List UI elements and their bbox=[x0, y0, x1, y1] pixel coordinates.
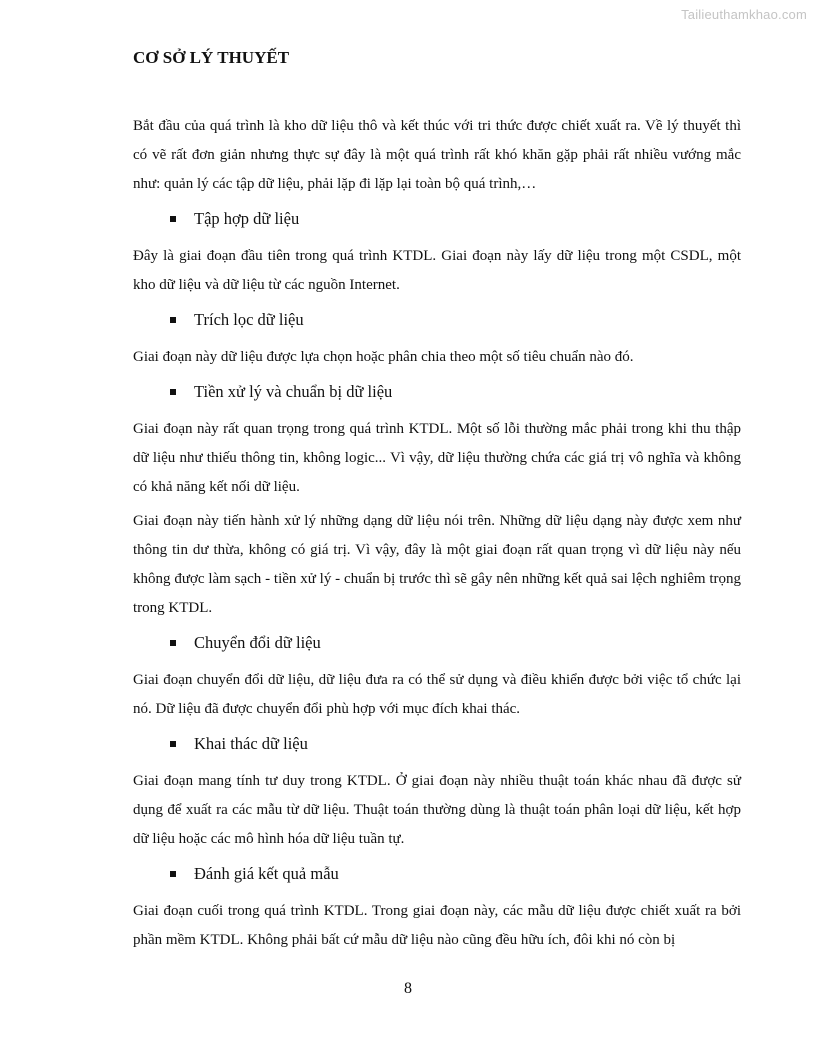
section-paragraph: Giai đoạn này rất quan trọng trong quá trình KTDL. Một số lỗi thường mắc phải trong khi thu thập dữ liệu như thiếu thông tin, không logic... Vì vậy, dữ liệu thường chứa các giá trị vô nghĩa và không có khả năng kết nối dữ liệu. bbox=[133, 421, 741, 495]
square-bullet-icon bbox=[170, 216, 176, 222]
section-heading bbox=[170, 305, 741, 335]
square-bullet-icon bbox=[170, 389, 176, 395]
square-bullet-icon bbox=[170, 640, 176, 646]
section-heading-label: Tập hợp dữ liệu bbox=[194, 209, 300, 228]
section-heading bbox=[170, 628, 741, 658]
section-heading-label: Đánh giá kết quả mẫu bbox=[194, 864, 339, 883]
section-paragraph: Giai đoạn này tiến hành xử lý những dạng dữ liệu nói trên. Những dữ liệu dạng này được xem như thông tin dư thừa, không có giá trị. Vì vậy, đây là một giai đoạn rất quan trọng vì dữ liệu này nếu không được làm sạch - tiền xử lý - chuẩn bị trước thì sẽ gây nên những kết quả sai lệch nghiêm trọng trong KTDL. bbox=[133, 513, 741, 616]
section-heading-label: Khai thác dữ liệu bbox=[194, 734, 308, 753]
section-paragraph: Giai đoạn này dữ liệu được lựa chọn hoặc phân chia theo một số tiêu chuẩn nào đó. bbox=[133, 349, 634, 365]
section-paragraph: Giai đoạn chuyển đổi dữ liệu, dữ liệu đưa ra có thể sử dụng và điều khiển được bởi việc tổ chức lại nó. Dữ liệu đã được chuyển đổi phù hợp với mục đích khai thác. bbox=[133, 672, 741, 717]
section-heading bbox=[170, 859, 741, 889]
section-heading-label: Tiền xử lý và chuẩn bị dữ liệu bbox=[194, 382, 393, 401]
section-heading bbox=[170, 377, 741, 407]
square-bullet-icon bbox=[170, 741, 176, 747]
watermark: Tailieuthamkhao.com bbox=[681, 7, 807, 22]
section-heading-label: Chuyển đổi dữ liệu bbox=[194, 633, 321, 652]
page-title: CƠ SỞ LÝ THUYẾT bbox=[133, 48, 290, 67]
section-heading-label: Trích lọc dữ liệu bbox=[194, 310, 304, 329]
section-paragraph: Giai đoạn mang tính tư duy trong KTDL. Ở giai đoạn này nhiều thuật toán khác nhau đã được sử dụng để xuất ra các mẫu từ dữ liệu. Thuật toán thường dùng là thuật toán phân loại dữ liệu, kết hợp dữ liệu hoặc các mô hình hóa dữ liệu tuần tự. bbox=[133, 773, 741, 847]
section-heading bbox=[170, 204, 741, 234]
intro-paragraph: Bắt đầu của quá trình là kho dữ liệu thô và kết thúc với tri thức được chiết xuất ra. Về lý thuyết thì có vẽ rất đơn giản nhưng thực sự đây là một quá trình rất khó khăn gặp phải rất nhiều vướng mắc như: quản lý các tập dữ liệu, phải lặp đi lặp lại toàn bộ quá trình,… bbox=[133, 118, 741, 192]
section-heading bbox=[170, 729, 741, 759]
square-bullet-icon bbox=[170, 317, 176, 323]
square-bullet-icon bbox=[170, 871, 176, 877]
page-number: 8 bbox=[404, 980, 412, 997]
section-paragraph: Giai đoạn cuối trong quá trình KTDL. Trong giai đoạn này, các mẫu dữ liệu được chiết xuất ra bởi phần mềm KTDL. Không phải bất cứ mẫu dữ liệu nào cũng đều hữu ích, đôi khi nó còn bị bbox=[133, 903, 741, 948]
section-paragraph: Đây là giai đoạn đầu tiên trong quá trình KTDL. Giai đoạn này lấy dữ liệu trong một CSDL, một kho dữ liệu và dữ liệu từ các nguồn Internet. bbox=[133, 248, 741, 293]
document-body bbox=[133, 112, 741, 960]
